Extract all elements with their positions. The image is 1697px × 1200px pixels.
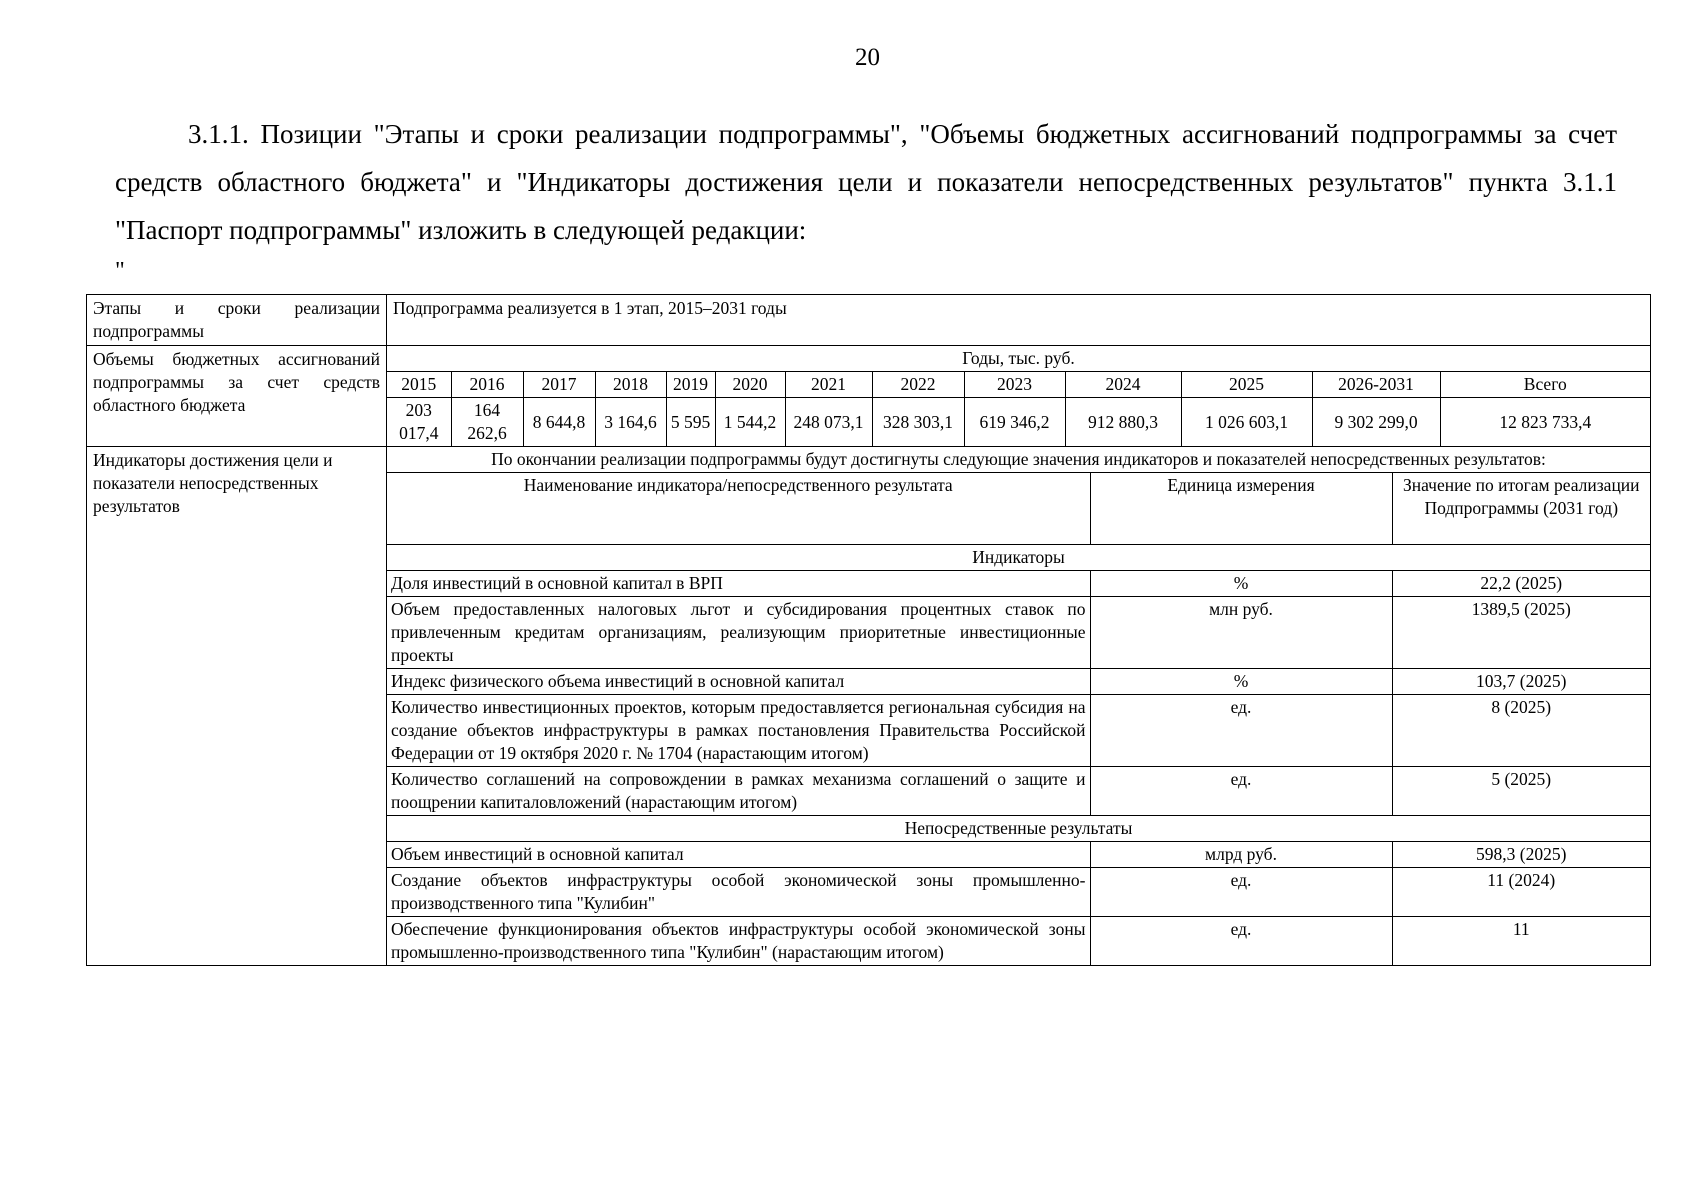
year-2021: 2021	[785, 372, 872, 398]
table-row	[387, 571, 1650, 597]
year-2015: 2015	[387, 372, 451, 398]
stages-value: Подпрограмма реализуется в 1 этап, 2015–2031 годы	[387, 295, 1651, 346]
indicator-unit: %	[1090, 571, 1392, 597]
table-row	[387, 917, 1650, 966]
table-row	[387, 597, 1650, 669]
amount-2015: 203 017,4	[387, 398, 451, 447]
year-2022: 2022	[872, 372, 964, 398]
amount-2024: 912 880,3	[1065, 398, 1181, 447]
amount-2025: 1 026 603,1	[1181, 398, 1312, 447]
result-unit: млрд руб.	[1090, 842, 1392, 868]
indicator-name: Количество соглашений на сопровождении в рамках механизма соглашений о защите и поощрении капиталовложений (нарастающим итогом)	[387, 767, 1090, 816]
page-number: 20	[855, 44, 880, 71]
years-row	[387, 372, 1650, 398]
amount-2019: 5 595	[666, 398, 715, 447]
section-results: Непосредственные результаты	[387, 816, 1650, 842]
amounts-row	[387, 398, 1650, 447]
budget-table	[387, 346, 1650, 446]
year-2026-2031: 2026-2031	[1312, 372, 1440, 398]
indicators-cell	[387, 447, 1651, 966]
amount-2017: 8 644,8	[523, 398, 595, 447]
indicator-unit: млн руб.	[1090, 597, 1392, 669]
indicator-name: Индекс физического объема инвестиций в основной капитал	[387, 669, 1090, 695]
year-2016: 2016	[451, 372, 523, 398]
budget-label: Объемы бюджетных ассигнований подпрограммы за счет средств областного бюджета	[87, 346, 387, 447]
indicator-name: Объем предоставленных налоговых льгот и субсидирования процентных ставок по привлеченным кредитам организациям, реализующим приоритетные инвестиционные проекты	[387, 597, 1090, 669]
intro-paragraph: 3.1.1. Позиции "Этапы и сроки реализации подпрограммы", "Объемы бюджетных ассигнований подпрограммы за счет средств областного бюджета" и "Индикаторы достижения цели и показатели непосредственных результатов" пункта 3.1.1 "Паспорт подпрограммы" изложить в следующей редакции:	[115, 119, 1617, 245]
indicator-value: 1389,5 (2025)	[1392, 597, 1650, 669]
table-row	[387, 868, 1650, 917]
result-value: 11	[1392, 917, 1650, 966]
year-2019: 2019	[666, 372, 715, 398]
table-row	[387, 767, 1650, 816]
indicator-name: Доля инвестиций в основной капитал в ВРП	[387, 571, 1090, 597]
year-2018: 2018	[595, 372, 666, 398]
amount-total: 12 823 733,4	[1440, 398, 1650, 447]
indicator-unit: %	[1090, 669, 1392, 695]
section-indicators: Индикаторы	[387, 545, 1650, 571]
amount-2022: 328 303,1	[872, 398, 964, 447]
indicators-row	[87, 447, 1651, 966]
indicators-intro: По окончании реализации подпрограммы будут достигнуты следующие значения индикаторов и показателей непосредственных результатов:	[387, 447, 1650, 473]
result-name: Обеспечение функционирования объектов инфраструктуры особой экономической зоны промышленно-производственного типа "Кулибин" (нарастающим итогом)	[387, 917, 1090, 966]
indicator-unit: ед.	[1090, 695, 1392, 767]
year-2020: 2020	[715, 372, 785, 398]
subprogram-passport-table	[86, 294, 1651, 966]
indicators-table	[387, 447, 1650, 965]
indicator-unit: ед.	[1090, 767, 1392, 816]
header-value: Значение по итогам реализации Подпрограммы (2031 год)	[1392, 473, 1650, 545]
indicators-label: Индикаторы достижения цели и показатели непосредственных результатов	[87, 447, 387, 966]
year-2024: 2024	[1065, 372, 1181, 398]
amount-2020: 1 544,2	[715, 398, 785, 447]
result-unit: ед.	[1090, 868, 1392, 917]
opening-quote-mark: "	[115, 258, 125, 284]
amount-2023: 619 346,2	[964, 398, 1065, 447]
amount-2021: 248 073,1	[785, 398, 872, 447]
stages-row	[87, 295, 1651, 346]
stages-label: Этапы и сроки реализации подпрограммы	[87, 295, 387, 346]
header-name: Наименование индикатора/непосредственного результата	[387, 473, 1090, 545]
indicator-value: 5 (2025)	[1392, 767, 1650, 816]
header-unit: Единица измерения	[1090, 473, 1392, 545]
budget-row	[87, 346, 1651, 447]
indicator-value: 22,2 (2025)	[1392, 571, 1650, 597]
result-name: Объем инвестиций в основной капитал	[387, 842, 1090, 868]
year-total: Всего	[1440, 372, 1650, 398]
years-header: Годы, тыс. руб.	[387, 346, 1650, 372]
indicator-name: Количество инвестиционных проектов, которым предоставляется региональная субсидия на создание объектов инфраструктуры в рамках постановления Правительства Российской Федерации от 19 октября 2020 г. № 1704 (нарастающим итогом)	[387, 695, 1090, 767]
result-name: Создание объектов инфраструктуры особой экономической зоны промышленно-производственного типа "Кулибин"	[387, 868, 1090, 917]
table-row	[387, 669, 1650, 695]
indicators-header-row	[387, 473, 1650, 545]
amount-2018: 3 164,6	[595, 398, 666, 447]
amount-2026-2031: 9 302 299,0	[1312, 398, 1440, 447]
year-2025: 2025	[1181, 372, 1312, 398]
result-value: 598,3 (2025)	[1392, 842, 1650, 868]
year-2017: 2017	[523, 372, 595, 398]
table-row	[387, 695, 1650, 767]
year-2023: 2023	[964, 372, 1065, 398]
budget-cell	[387, 346, 1651, 447]
indicator-value: 8 (2025)	[1392, 695, 1650, 767]
amount-2016: 164 262,6	[451, 398, 523, 447]
result-value: 11 (2024)	[1392, 868, 1650, 917]
result-unit: ед.	[1090, 917, 1392, 966]
table-row	[387, 842, 1650, 868]
indicator-value: 103,7 (2025)	[1392, 669, 1650, 695]
